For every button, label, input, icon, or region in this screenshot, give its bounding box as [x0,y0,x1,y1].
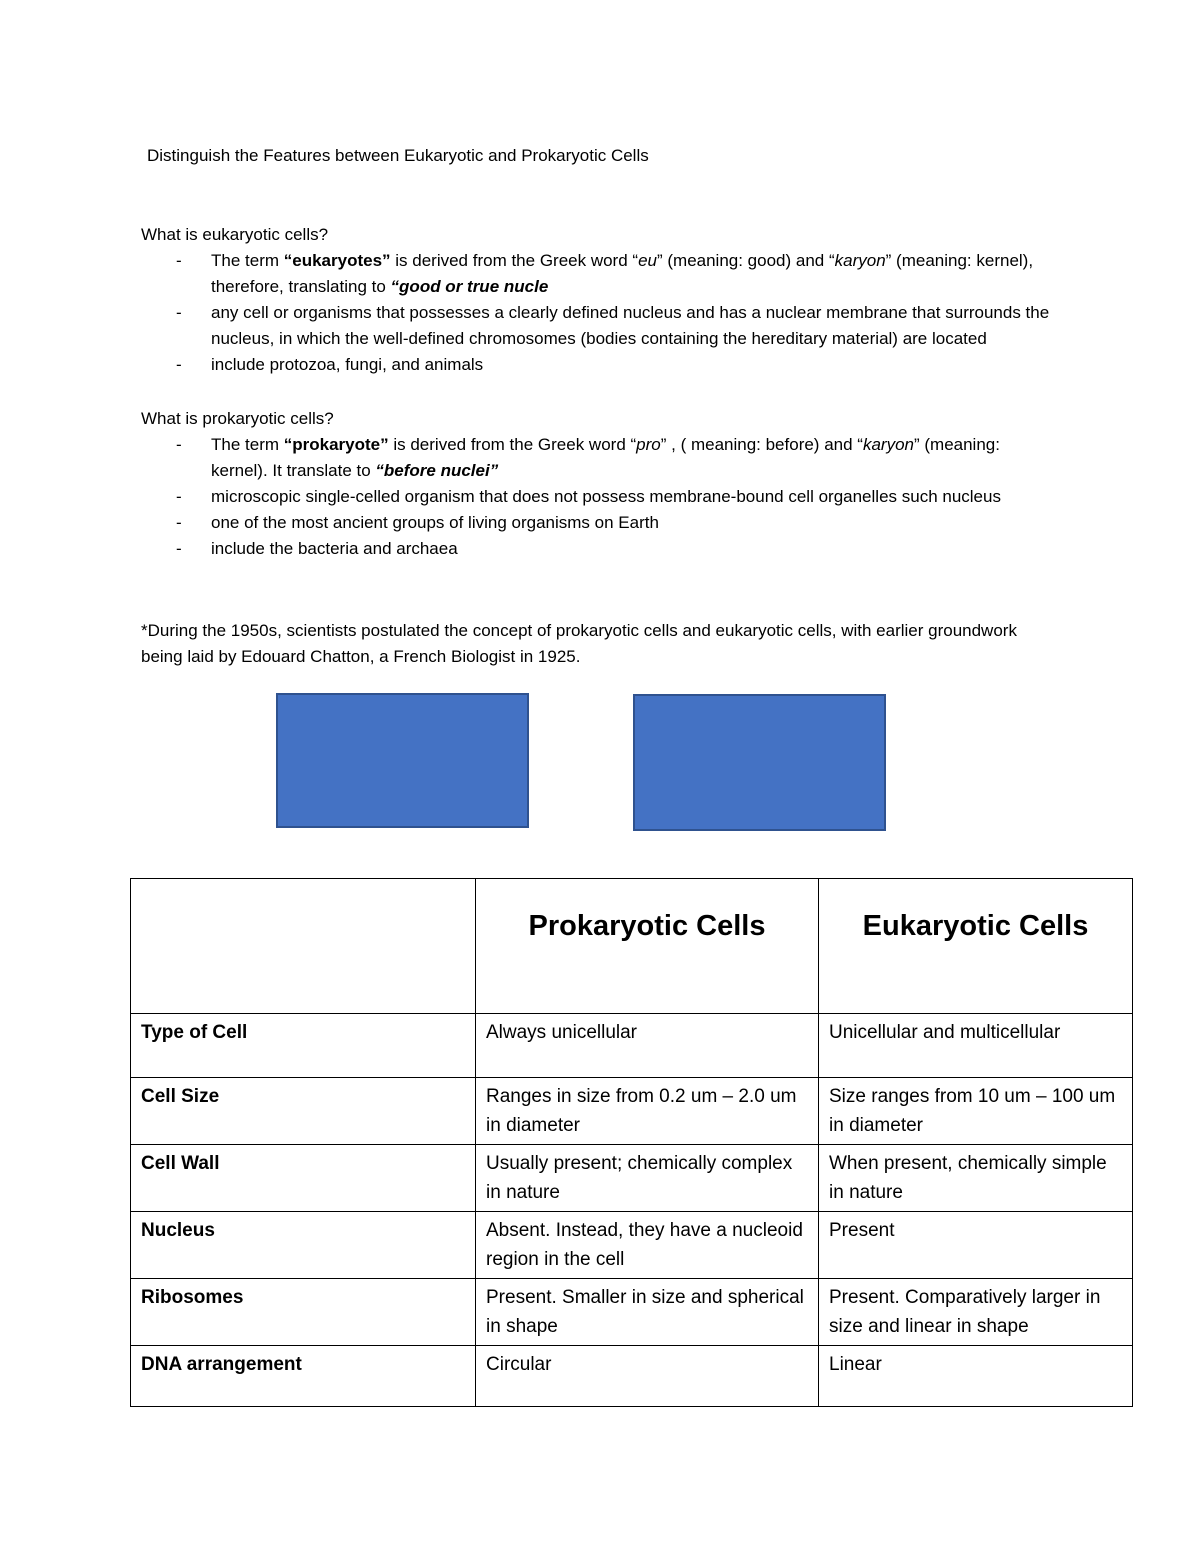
prokaryotic-bullet-list [141,432,1061,562]
term-prokaryote: “prokaryote” [283,435,389,454]
page-title: Distinguish the Features between Eukaryotic and Prokaryotic Cells [147,146,649,165]
list-item: - any cell or organisms that possesses a clearly defined nucleus and has a nuclear membrane that surrounds the nucleus, in which the well-defined chromosomes (bodies containing the hereditary material) are located [141,300,1061,352]
header-feature [131,879,476,1014]
row-eukaryotic: Linear [819,1346,1133,1407]
comparison-table [130,878,1133,1407]
row-prokaryotic: Ranges in size from 0.2 um – 2.0 um in diameter [476,1078,819,1145]
header-prokaryotic: Prokaryotic Cells [476,879,819,1014]
list-item: - The term “eukaryotes” is derived from the Greek word “eu” (meaning: good) and “karyon” (meaning: kernel), therefore, translating to “good or true nucle [141,248,1061,300]
list-item: - include protozoa, fungi, and animals [141,352,1061,378]
term-eukaryotes: “eukaryotes” [283,251,391,270]
list-item: - The term “prokaryote” is derived from the Greek word “pro” , ( meaning: before) and “karyon” (meaning: kernel). It translate to “before nuclei” [141,432,1061,484]
table-row [131,1014,1133,1078]
table-row [131,1212,1133,1279]
row-feature: Ribosomes [131,1279,476,1346]
table-header-row [131,879,1133,1014]
row-prokaryotic: Present. Smaller in size and spherical in shape [476,1279,819,1346]
blue-placeholder-box-left[interactable] [276,693,529,828]
row-feature: Cell Wall [131,1145,476,1212]
list-item: - one of the most ancient groups of living organisms on Earth [141,510,1061,536]
row-eukaryotic: Unicellular and multicellular [819,1014,1133,1078]
row-feature: Type of Cell [131,1014,476,1078]
row-eukaryotic: When present, chemically simple in nature [819,1145,1133,1212]
table-row [131,1145,1133,1212]
row-eukaryotic: Present [819,1212,1133,1279]
row-eukaryotic: Present. Comparatively larger in size and linear in shape [819,1279,1133,1346]
eukaryotic-question: What is eukaryotic cells? [141,225,329,244]
prokaryotic-question: What is prokaryotic cells? [141,409,334,428]
list-item: - include the bacteria and archaea [141,536,1061,562]
row-prokaryotic: Absent. Instead, they have a nucleoid region in the cell [476,1212,819,1279]
row-eukaryotic: Size ranges from 10 um – 100 um in diameter [819,1078,1133,1145]
table-row [131,1078,1133,1145]
row-feature: DNA arrangement [131,1346,476,1407]
history-note: *During the 1950s, scientists postulated the concept of prokaryotic cells and eukaryotic cells, with earlier groundwork being laid by Edouard Chatton, a French Biologist in 1925. [141,621,1017,666]
row-prokaryotic: Always unicellular [476,1014,819,1078]
row-prokaryotic: Circular [476,1346,819,1407]
table-row [131,1346,1133,1407]
eukaryotic-bullet-list [141,248,1061,378]
translation-good-or-true: “good or true nucle [390,277,549,296]
row-prokaryotic: Usually present; chemically complex in nature [476,1145,819,1212]
row-feature: Nucleus [131,1212,476,1279]
row-feature: Cell Size [131,1078,476,1145]
table-row [131,1279,1133,1346]
translation-before-nuclei: “before nuclei” [375,461,499,480]
list-item: - microscopic single-celled organism that does not possess membrane-bound cell organelles such nucleus [141,484,1061,510]
blue-placeholder-box-right[interactable] [633,694,886,831]
header-eukaryotic: Eukaryotic Cells [819,879,1133,1014]
